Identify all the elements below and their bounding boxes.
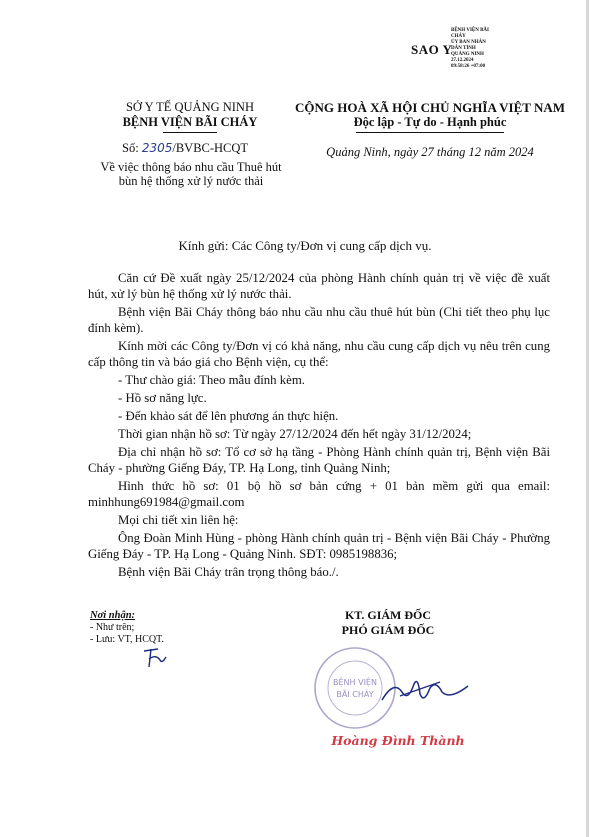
national-header [285,100,575,133]
seal-text-top: BỆNH VIỆN [333,678,377,687]
signer-title-2: PHÓ GIÁM ĐỐC [341,623,435,637]
recipient-item: - Như trên; [90,622,135,633]
initial-mark-icon [140,645,170,671]
motto-underline [356,132,504,133]
body-bullet: - Hồ sơ năng lực. [118,391,207,405]
body-paragraph: Thời gian nhận hồ sơ: Từ ngày 27/12/2024 đến hết ngày 31/12/2024; [118,427,472,441]
doc-no-handwritten: 2305 [141,141,173,155]
body-paragraph: Bệnh viện Bãi Cháy thông báo nhu cầu nhu cầu thuê hút bùn (Chi tiết theo phụ lục đính kèm). [88,305,550,335]
issuer-org: SỞ Y TẾ QUẢNG NINH [125,100,254,114]
body-paragraph: Ông Đoàn Minh Hùng - phòng Hành chính quản trị - Bệnh viện Bãi Cháy - Phường Giếng Đáy - TP. Hạ Long - Quảng Ninh. SĐT: 0985198836; [88,531,550,561]
nation-name: CỘNG HOÀ XÃ HỘI CHỦ NGHĨA VIỆT NAM [294,100,566,115]
digital-signature-stamp [451,28,505,70]
copy-stamp-label: SAO Y [411,42,453,57]
body-bullet: - Đến khảo sát để lên phương án thực hiện. [118,409,339,423]
body-bullet: - Thư chào giá: Theo mẫu đính kèm. [118,373,305,387]
document-number [122,141,248,156]
seal-text-bottom: BÃI CHÁY [336,690,374,699]
document-subject: Về việc thông báo nhu cầu Thuê hút bùn hệ thống xử lý nước thải [100,160,282,188]
recipients-title: Nơi nhận: [90,610,136,621]
body-paragraph: Hình thức hồ sơ: 01 bộ hồ sơ bản cứng + 01 bản mềm gửi qua email: minhhung691984@gmail.com [88,479,550,509]
place-date: Quảng Ninh, ngày 27 tháng 12 năm 2024 [326,145,534,159]
issuer-unit: BỆNH VIỆN BÃI CHÁY [122,115,258,129]
body-paragraph: Căn cứ Đề xuất ngày 25/12/2024 của phòng Hành chính quản trị về việc đề xuất hút, xử lý bùn hệ thống xử lý nước thải. [88,271,550,301]
signer-name: Hoàng Đình Thành [331,733,465,748]
body-paragraph: Bệnh viện Bãi Cháy trân trọng thông báo./. [118,565,339,579]
doc-no-prefix: Số: [122,141,142,155]
document-body [88,270,550,582]
body-paragraph: Địa chỉ nhận hồ sơ: Tổ cơ sở hạ tầng - Phòng Hành chính quản trị, Bệnh viện Bãi Cháy - phường Giếng Đáy, TP. Hạ Long, tỉnh Quảng Ninh; [88,445,550,475]
salutation: Kính gửi: Các Công ty/Đơn vị cung cấp dịch vụ. [178,238,432,253]
body-paragraph: Mọi chi tiết xin liên hệ: [118,513,239,527]
signature-block [298,608,478,638]
signer-title-1: KT. GIÁM ĐỐC [344,608,432,622]
stamp-line: BỆNH VIỆN BÃI [451,28,489,33]
recipients-block [90,610,240,646]
stamp-line: QUẢNG NINH [451,52,484,57]
stamp-line: 27.12.2024 [451,58,474,63]
stamp-line: CHÁY [451,34,466,39]
issuer-header [97,100,283,133]
national-motto: Độc lập - Tự do - Hạnh phúc [353,115,507,129]
doc-no-suffix: /BVBC-HCQT [172,141,249,155]
body-paragraph: Kính mời các Công ty/Đơn vị có khả năng, nhu cầu cung cấp dịch vụ nêu trên cung cấp thông tin và báo giá cho Bệnh viện, cụ thể: [88,339,550,369]
stamp-line: 09:58:26 +07:00 [451,64,486,69]
recipient-item: - Lưu: VT, HCQT. [90,634,165,645]
issuer-underline [163,132,217,133]
stamp-line: DÂN TỈNH [451,46,476,51]
handwritten-signature-icon [380,670,470,710]
stamp-line: ỦY BAN NHÂN [451,40,486,45]
